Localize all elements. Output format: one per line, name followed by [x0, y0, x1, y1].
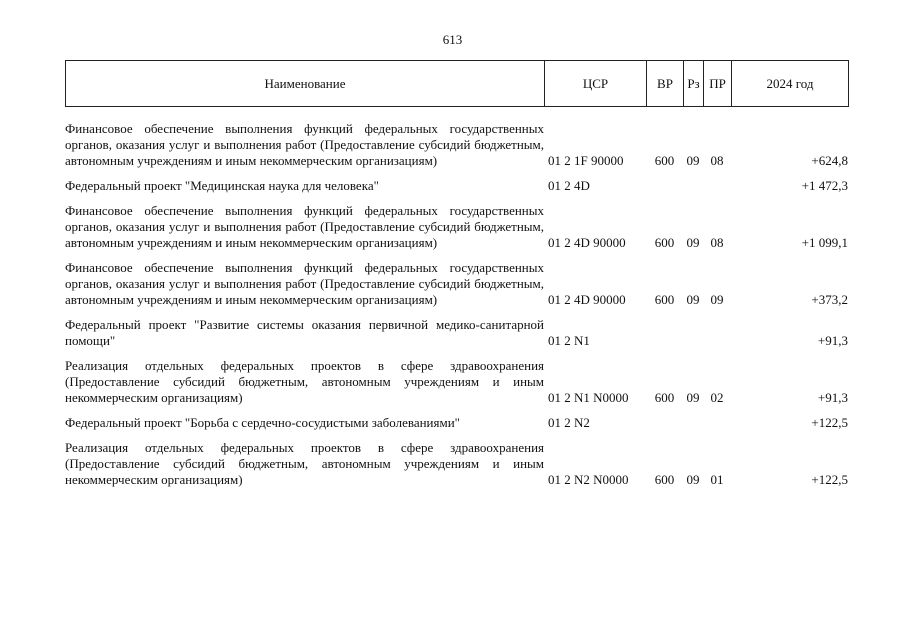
row-vr: 600	[654, 292, 675, 307]
header-year: 2024 год	[732, 61, 849, 107]
row-pr: 09	[710, 292, 724, 307]
row-csr: 01 2 4D 90000	[548, 235, 626, 250]
row-rz: 09	[686, 235, 700, 250]
row-amount: +122,5	[811, 415, 848, 430]
row-name: Финансовое обеспечение выполнения функций федеральных государственных органов, оказания услуг и выполнения работ (Предоставление субсидий бюджетным, автономным учреждениям и иным некоммерческим организациям)	[65, 260, 544, 307]
row-vr: 600	[654, 235, 675, 250]
header-pr: ПР	[704, 61, 732, 107]
row-pr: 08	[710, 235, 724, 250]
row-csr: 01 2 N2 N0000	[548, 472, 629, 487]
header-name: Наименование	[66, 61, 545, 107]
table-row	[65, 415, 848, 431]
row-name: Федеральный проект "Развитие системы оказания первичной медико-санитарной помощи"	[65, 317, 544, 348]
row-rz: 09	[686, 472, 700, 487]
row-csr: 01 2 4D 90000	[548, 292, 626, 307]
table-row	[65, 260, 848, 308]
table-row	[65, 121, 848, 169]
row-pr: 08	[710, 153, 724, 168]
header-csr: ЦСР	[545, 61, 647, 107]
table-header	[65, 60, 849, 107]
page-number: 613	[442, 32, 463, 47]
row-rz: 09	[686, 153, 700, 168]
row-vr: 600	[654, 153, 675, 168]
row-rz: 09	[686, 292, 700, 307]
row-name: Федеральный проект "Медицинская наука для человека"	[65, 178, 379, 193]
row-name: Реализация отдельных федеральных проектов в сфере здравоохранения (Предоставление субсидий бюджетным, автономным учреждениям и иным некоммерческим организациям)	[65, 358, 544, 405]
header-rz: Рз	[684, 61, 704, 107]
row-name: Финансовое обеспечение выполнения функций федеральных государственных органов, оказания услуг и выполнения работ (Предоставление субсидий бюджетным, автономным учреждениям и иным некоммерческим организациям)	[65, 203, 544, 250]
header-vr: ВР	[647, 61, 684, 107]
row-csr: 01 2 N1	[548, 333, 590, 348]
row-rz: 09	[686, 390, 700, 405]
row-csr: 01 2 N2	[548, 415, 590, 430]
table-row	[65, 440, 848, 488]
row-amount: +373,2	[811, 292, 848, 307]
row-amount: +1 472,3	[801, 178, 848, 193]
row-vr: 600	[654, 390, 675, 405]
budget-rows	[65, 113, 848, 488]
row-amount: +624,8	[811, 153, 848, 168]
row-pr: 02	[710, 390, 724, 405]
row-amount: +122,5	[811, 472, 848, 487]
table-row	[65, 178, 848, 194]
table-row	[65, 358, 848, 406]
row-csr: 01 2 4D	[548, 178, 590, 193]
row-name: Федеральный проект "Борьба с сердечно-сосудистыми заболеваниями"	[65, 415, 460, 430]
row-amount: +91,3	[817, 333, 848, 348]
row-pr: 01	[710, 472, 724, 487]
table-row	[65, 203, 848, 251]
row-amount: +1 099,1	[801, 235, 848, 250]
row-amount: +91,3	[817, 390, 848, 405]
row-csr: 01 2 N1 N0000	[548, 390, 629, 405]
table-row	[65, 317, 848, 349]
row-name: Финансовое обеспечение выполнения функций федеральных государственных органов, оказания услуг и выполнения работ (Предоставление субсидий бюджетным, автономным учреждениям и иным некоммерческим организациям)	[65, 121, 544, 168]
row-csr: 01 2 1F 90000	[548, 153, 624, 168]
row-vr: 600	[654, 472, 675, 487]
row-name: Реализация отдельных федеральных проектов в сфере здравоохранения (Предоставление субсидий бюджетным, автономным учреждениям и иным некоммерческим организациям)	[65, 440, 544, 487]
